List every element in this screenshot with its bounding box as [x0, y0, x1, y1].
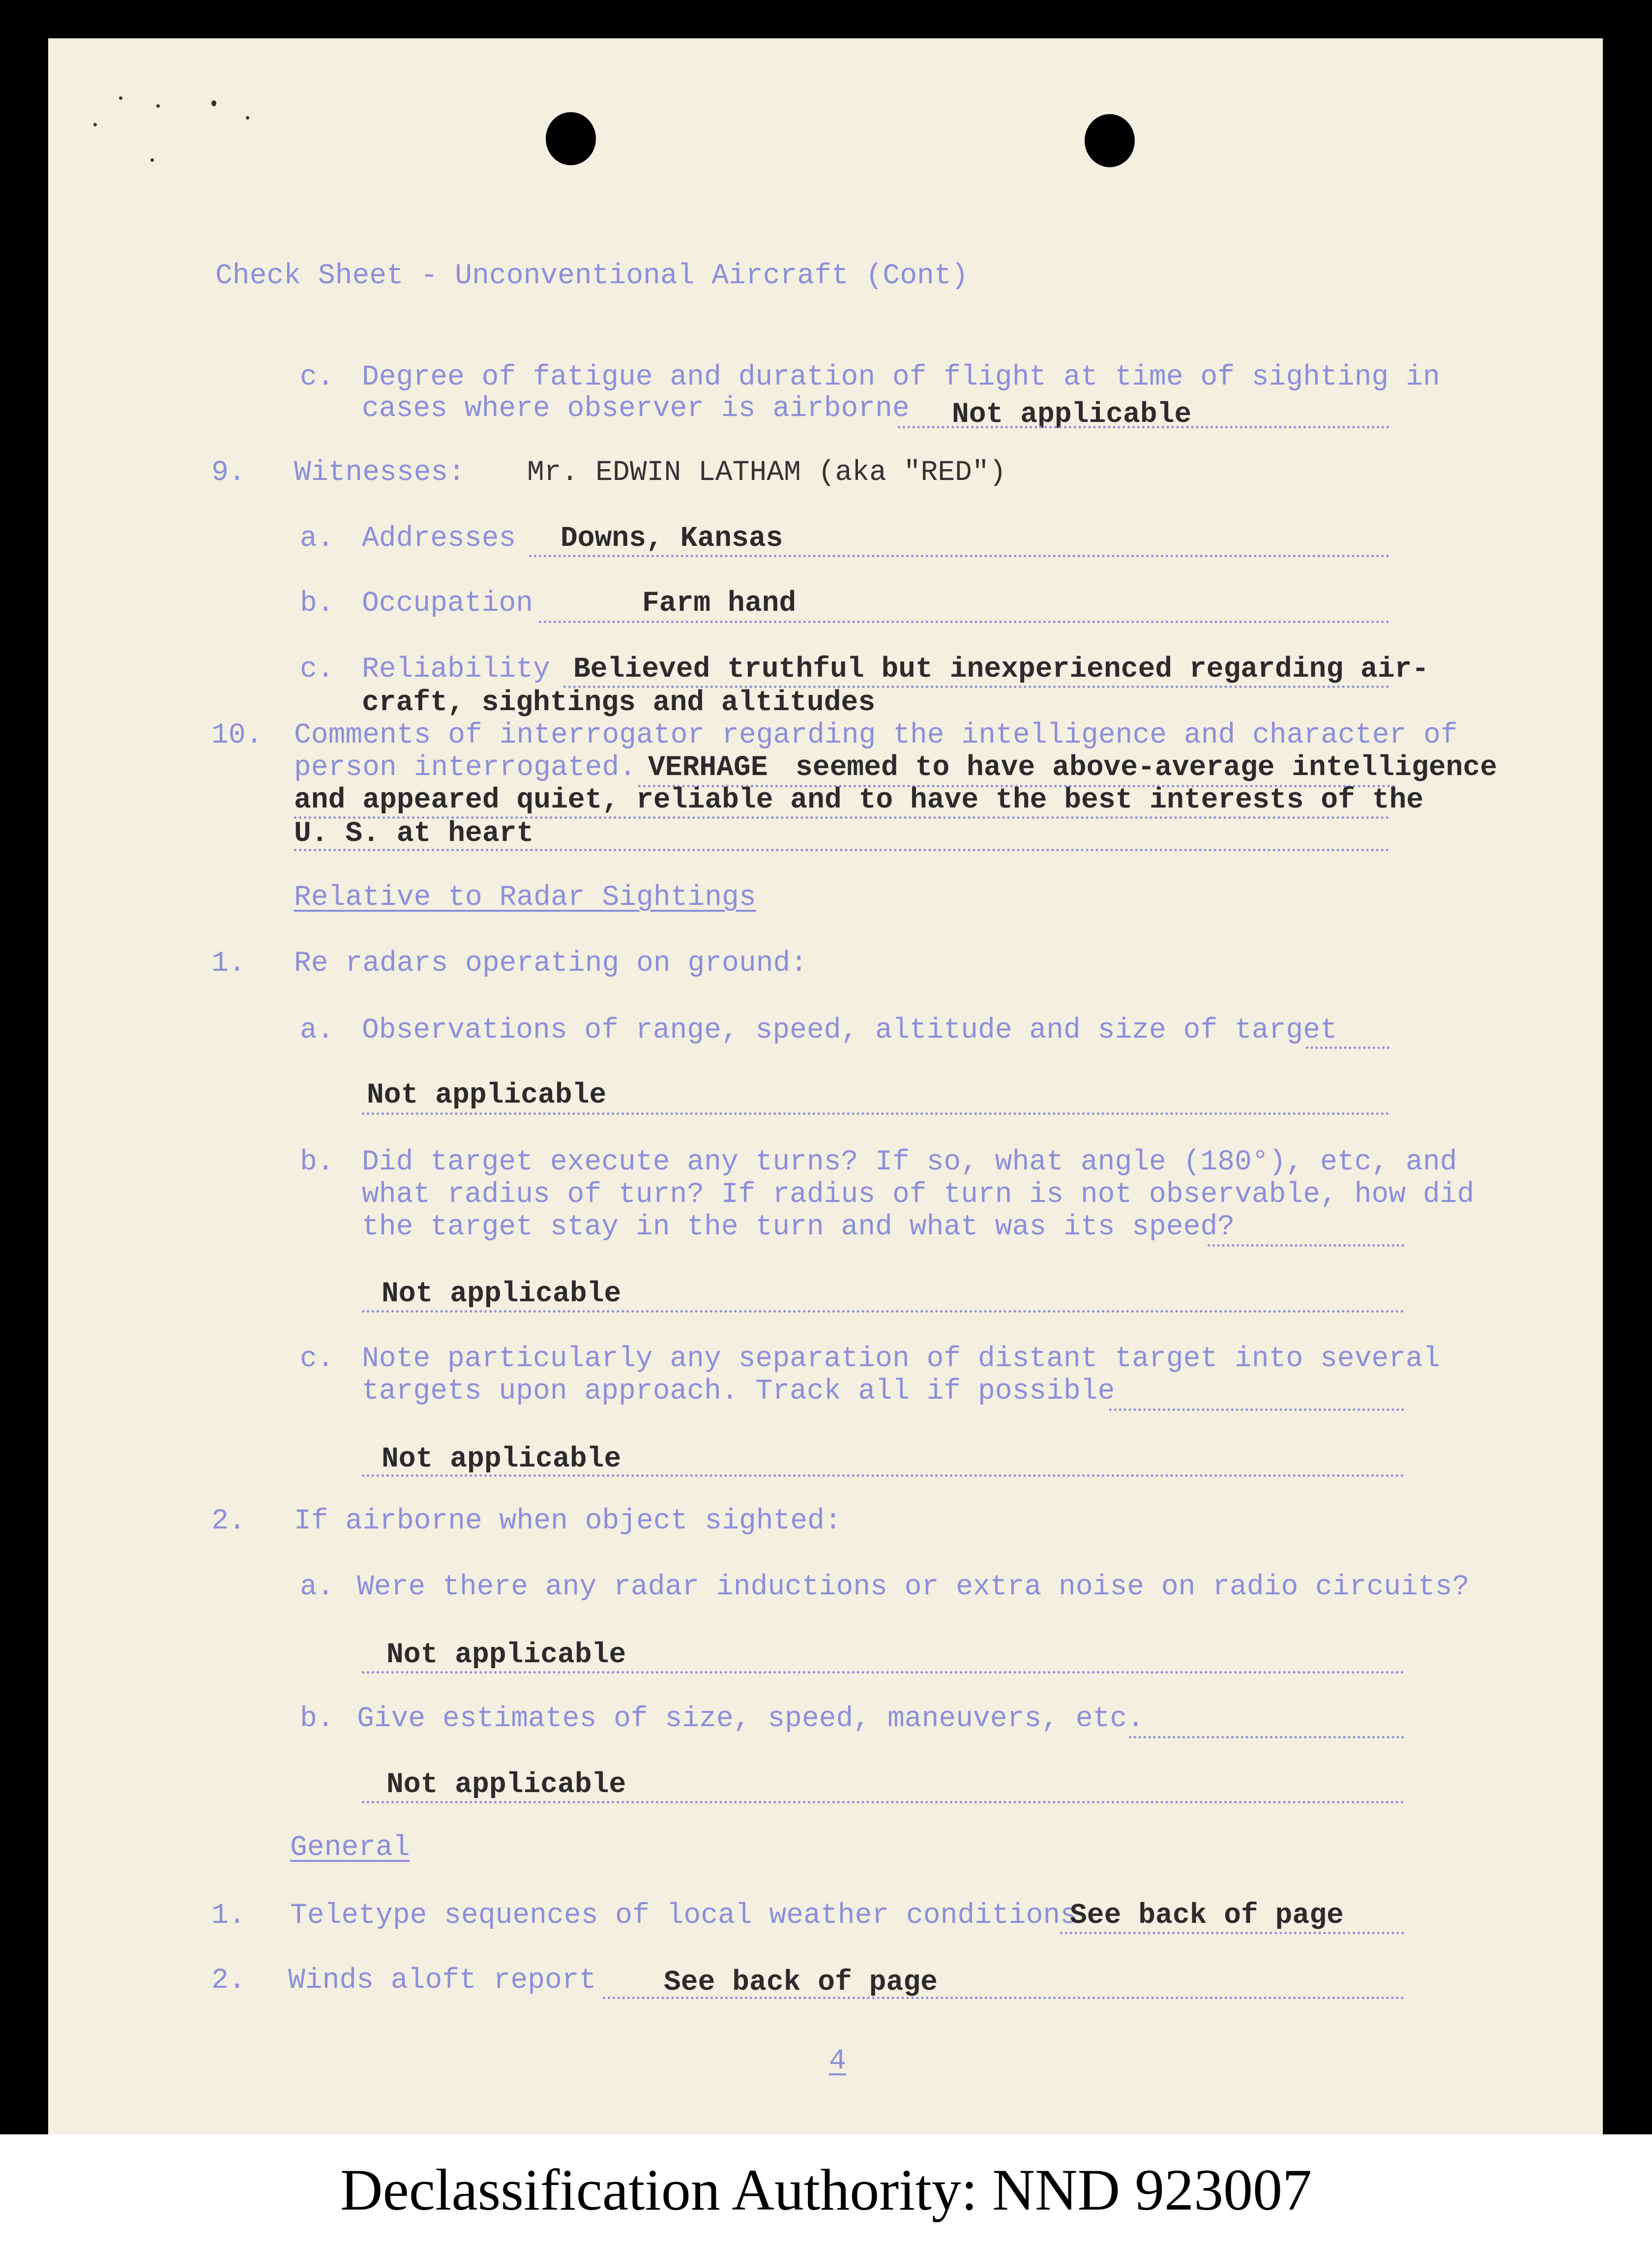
item-label: b.	[300, 1146, 334, 1178]
answer-line	[1208, 1244, 1404, 1247]
answer-text: Believed truthful but inexperienced regarding air-	[573, 654, 1429, 686]
page-number: 4	[829, 2045, 846, 2077]
answer-line	[1109, 1408, 1404, 1411]
answer-text: Not applicable	[382, 1443, 621, 1475]
declassification-footer: Declassification Authority: NND 923007	[0, 2134, 1652, 2245]
answer-text: Not applicable	[382, 1278, 621, 1310]
question-text: Give estimates of size, speed, maneuvers, etc.	[357, 1703, 1145, 1735]
item-label: b.	[300, 588, 334, 620]
answer-line	[539, 621, 1389, 623]
section-heading: Relative to Radar Sightings	[294, 882, 756, 914]
document-page	[48, 38, 1603, 2134]
item-label: a.	[300, 1015, 334, 1047]
interrogator-name: VERHAGE	[648, 752, 768, 784]
question-text: Degree of fatigue and duration of flight at time of sighting in	[362, 361, 1440, 393]
question-text: Did target execute any turns? If so, what angle (180°), etc, and	[362, 1146, 1457, 1178]
answer-line	[898, 426, 1389, 428]
answer-text: Not applicable	[386, 1639, 626, 1671]
answer-text: Not applicable	[367, 1079, 607, 1111]
answer-line	[603, 1997, 1404, 1999]
answer-text: Downs, Kansas	[560, 523, 783, 555]
question-text: what radius of turn? If radius of turn is not observable, how did	[362, 1179, 1475, 1211]
item-number: 2.	[211, 1965, 246, 1997]
question-text: Reliability	[362, 654, 550, 686]
question-text: person interrogated.	[294, 752, 637, 784]
answer-text: Not applicable	[952, 399, 1192, 431]
ink-speck	[150, 158, 154, 162]
question-text: Note particularly any separation of distant target into several	[362, 1343, 1440, 1375]
answer-text: U. S. at heart	[294, 818, 534, 850]
item-label: c.	[300, 361, 334, 393]
item-label: a.	[300, 1571, 334, 1603]
answer-line	[1306, 1047, 1389, 1049]
item-label: c.	[300, 654, 334, 686]
item-label: c.	[300, 1343, 334, 1375]
answer-text: Not applicable	[386, 1769, 626, 1801]
ink-speck	[246, 116, 249, 120]
question-text: cases where observer is airborne	[362, 393, 910, 425]
answer-line	[362, 1112, 1389, 1115]
question-text: Winds aloft report	[288, 1965, 596, 1997]
answer-line	[1060, 1932, 1404, 1934]
punch-hole	[546, 112, 596, 165]
answer-line	[362, 1671, 1404, 1674]
item-number: 2.	[211, 1505, 246, 1537]
question-text: targets upon approach. Track all if possible	[362, 1376, 1115, 1407]
question-text: If airborne when object sighted:	[294, 1505, 842, 1537]
item-number: 1.	[211, 1900, 246, 1932]
answer-line	[1129, 1736, 1404, 1738]
page-title: Check Sheet - Unconventional Aircraft (Cont)	[215, 260, 969, 292]
answer-text: See back of page	[664, 1967, 938, 1999]
item-number: 1.	[211, 948, 246, 980]
section-heading: General	[290, 1832, 410, 1864]
ink-speck	[119, 96, 122, 100]
punch-hole	[1085, 114, 1135, 167]
answer-text: seemed to have above-average intelligence	[796, 752, 1498, 784]
item-number: 10.	[211, 719, 263, 751]
ink-speck	[156, 104, 160, 108]
question-text: Were there any radar inductions or extra noise on radio circuits?	[357, 1571, 1470, 1603]
item-label: b.	[300, 1703, 334, 1735]
ink-speck	[211, 100, 216, 106]
question-text: Teletype sequences of local weather conditions	[290, 1900, 1078, 1932]
question-text: Observations of range, speed, altitude and size of target	[362, 1015, 1337, 1047]
answer-line	[529, 555, 1389, 557]
answer-line	[294, 849, 1389, 851]
answer-line	[362, 1801, 1404, 1803]
answer-text: craft, sightings and altitudes	[362, 687, 876, 719]
answer-text: Farm hand	[642, 588, 796, 620]
item-label: a.	[300, 523, 334, 555]
answer-text: and appeared quiet, reliable and to have the best interests of the	[294, 784, 1424, 816]
answer-line	[362, 1474, 1404, 1477]
question-text: Witnesses:	[294, 457, 466, 489]
ink-speck	[93, 123, 97, 126]
item-number: 9.	[211, 457, 246, 489]
question-text: Re radars operating on ground:	[294, 948, 808, 980]
question-text: Comments of interrogator regarding the intelligence and character of	[294, 719, 1458, 751]
answer-text: See back of page	[1070, 1900, 1344, 1932]
answer-line	[362, 1310, 1404, 1313]
question-text: the target stay in the turn and what was its speed?	[362, 1211, 1235, 1243]
witness-name: Mr. EDWIN LATHAM (aka "RED")	[527, 457, 1006, 489]
question-text: Occupation	[362, 588, 533, 620]
question-text: Addresses	[362, 523, 516, 555]
